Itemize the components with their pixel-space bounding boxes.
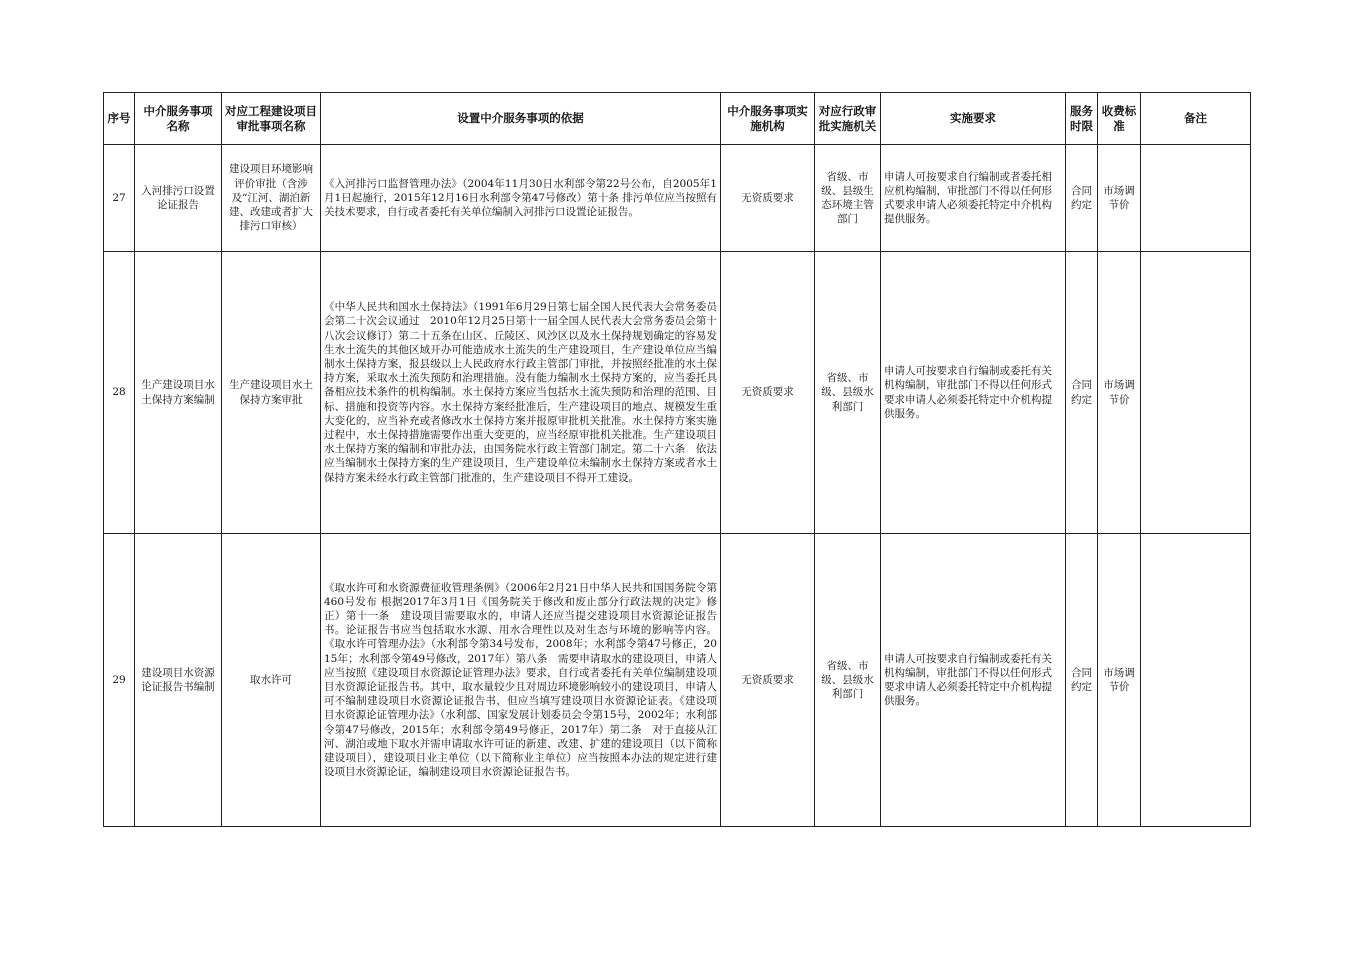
row-agency: 无资质要求	[721, 145, 815, 252]
header-admin-org: 对应行政审批实施机关	[815, 93, 881, 145]
header-fee-standard: 收费标准	[1098, 93, 1141, 145]
table-row	[104, 145, 1251, 252]
service-items-table	[103, 92, 1251, 827]
row-approval-item: 生产建设项目水土保持方案审批	[222, 252, 321, 534]
row-remarks	[1141, 252, 1251, 534]
row-agency: 无资质要求	[721, 534, 815, 827]
row-fee-standard: 市场调节价	[1098, 534, 1141, 827]
header-service-name: 中介服务事项名称	[135, 93, 222, 145]
header-remarks: 备注	[1141, 93, 1251, 145]
header-requirements: 实施要求	[881, 93, 1066, 145]
row-admin-org: 省级、市级、县级生态环境主管部门	[815, 145, 881, 252]
row-remarks	[1141, 145, 1251, 252]
header-basis: 设置中介服务事项的依据	[321, 93, 721, 145]
row-basis: 《中华人民共和国水土保持法》（1991年6月29日第七届全国人民代表大会常务委员会第二十次会议通过 2010年12月25日第十一届全国人民代表大会常务委员会第十八次会议修订）第二十五条在山区、丘陵区、风沙区以及水土保持规划确定的容易发生水土流失的其他区域开办可能造成水土流失的生产建设项目，生产建设单位应当编制水土保持方案，报县级以上人民政府水行政主管部门审批，并按照经批准的水土保持方案，采取水土流失预防和治理措施。没有能力编制水土保持方案的，应当委托具备相应技术条件的机构编制。水土保持方案应当包括水土流失预防和治理的范围、目标、措施和投资等内容。水土保持方案经批准后，生产建设项目的地点、规模发生重大变化的，应当补充或者修改水土保持方案并报原审批机关批准。水土保持方案实施过程中，水土保持措施需要作出重大变更的，应当经原审批机关批准。生产建设项目水土保持方案的编制和审批办法，由国务院水行政主管部门制定。第二十六条 依法应当编制水土保持方案的生产建设项目，生产建设单位未编制水土保持方案或者水土保持方案未经水行政主管部门批准的，生产建设项目不得开工建设。	[321, 252, 721, 534]
row-time-limit: 合同约定	[1066, 534, 1098, 827]
row-admin-org: 省级、市级、县级水利部门	[815, 534, 881, 827]
row-remarks	[1141, 534, 1251, 827]
row-approval-item: 取水许可	[222, 534, 321, 827]
row-basis: 《入河排污口监督管理办法》（2004年11月30日水利部令第22号公布，自2005年1月1日起施行，2015年12月16日水利部令第47号修改）第十条 排污单位应当按照有关技术要求，自行或者委托有关单位编制入河排污口设置论证报告。	[321, 145, 721, 252]
row-time-limit: 合同约定	[1066, 252, 1098, 534]
row-no: 28	[104, 252, 135, 534]
header-agency: 中介服务事项实施机构	[721, 93, 815, 145]
row-fee-standard: 市场调节价	[1098, 252, 1141, 534]
row-service-name: 入河排污口设置论证报告	[135, 145, 222, 252]
row-no: 29	[104, 534, 135, 827]
header-time-limit: 服务时限	[1066, 93, 1098, 145]
header-row	[104, 93, 1251, 145]
row-service-name: 生产建设项目水土保持方案编制	[135, 252, 222, 534]
row-requirements: 申请人可按要求自行编制或委托有关机构编制，审批部门不得以任何形式要求申请人必须委托特定中介机构提供服务。	[881, 252, 1066, 534]
row-basis: 《取水许可和水资源费征收管理条例》（2006年2月21日中华人民共和国国务院令第460号发布 根据2017年3月1日《国务院关于修改和废止部分行政法规的决定》修正）第十一条 建设项目需要取水的，申请人还应当提交建设项目水资源论证报告书。论证报告书应当包括取水水源、用水合理性以及对生态与环境的影响等内容。《取水许可管理办法》（水利部令第34号发布，2008年；水利部令第47号修正，2015年；水利部令第49号修改，2017年）第八条 需要申请取水的建设项目，申请人应当按照《建设项目水资源论证管理办法》要求，自行或者委托有关单位编制建设项目水资源论证报告书。其中，取水量较少且对周边环境影响较小的建设项目，申请人可不编制建设项目水资源论证报告书，但应当填写建设项目水资源论证表。《建设项目水资源论证管理办法》（水利部、国家发展计划委员会令第15号，2002年；水利部令第47号修改，2015年；水利部令第49号修正，2017年）第二条 对于直接从江河、湖泊或地下取水并需申请取水许可证的新建、改建、扩建的建设项目（以下简称建设项目），建设项目业主单位（以下简称业主单位）应当按照本办法的规定进行建设项目水资源论证，编制建设项目水资源论证报告书。	[321, 534, 721, 827]
row-no: 27	[104, 145, 135, 252]
row-time-limit: 合同约定	[1066, 145, 1098, 252]
row-requirements: 申请人可按要求自行编制或委托有关机构编制，审批部门不得以任何形式要求申请人必须委托特定中介机构提供服务。	[881, 534, 1066, 827]
row-requirements: 申请人可按要求自行编制或者委托相应机构编制，审批部门不得以任何形式要求申请人必须委托特定中介机构提供服务。	[881, 145, 1066, 252]
row-admin-org: 省级、市级、县级水利部门	[815, 252, 881, 534]
table-row	[104, 534, 1251, 827]
header-no: 序号	[104, 93, 135, 145]
row-agency: 无资质要求	[721, 252, 815, 534]
row-fee-standard: 市场调节价	[1098, 145, 1141, 252]
row-service-name: 建设项目水资源论证报告书编制	[135, 534, 222, 827]
row-approval-item: 建设项目环境影响评价审批（含涉及“江河、湖泊新建、改建或者扩大排污口审核）	[222, 145, 321, 252]
table-row	[104, 252, 1251, 534]
header-approval-item: 对应工程建设项目审批事项名称	[222, 93, 321, 145]
